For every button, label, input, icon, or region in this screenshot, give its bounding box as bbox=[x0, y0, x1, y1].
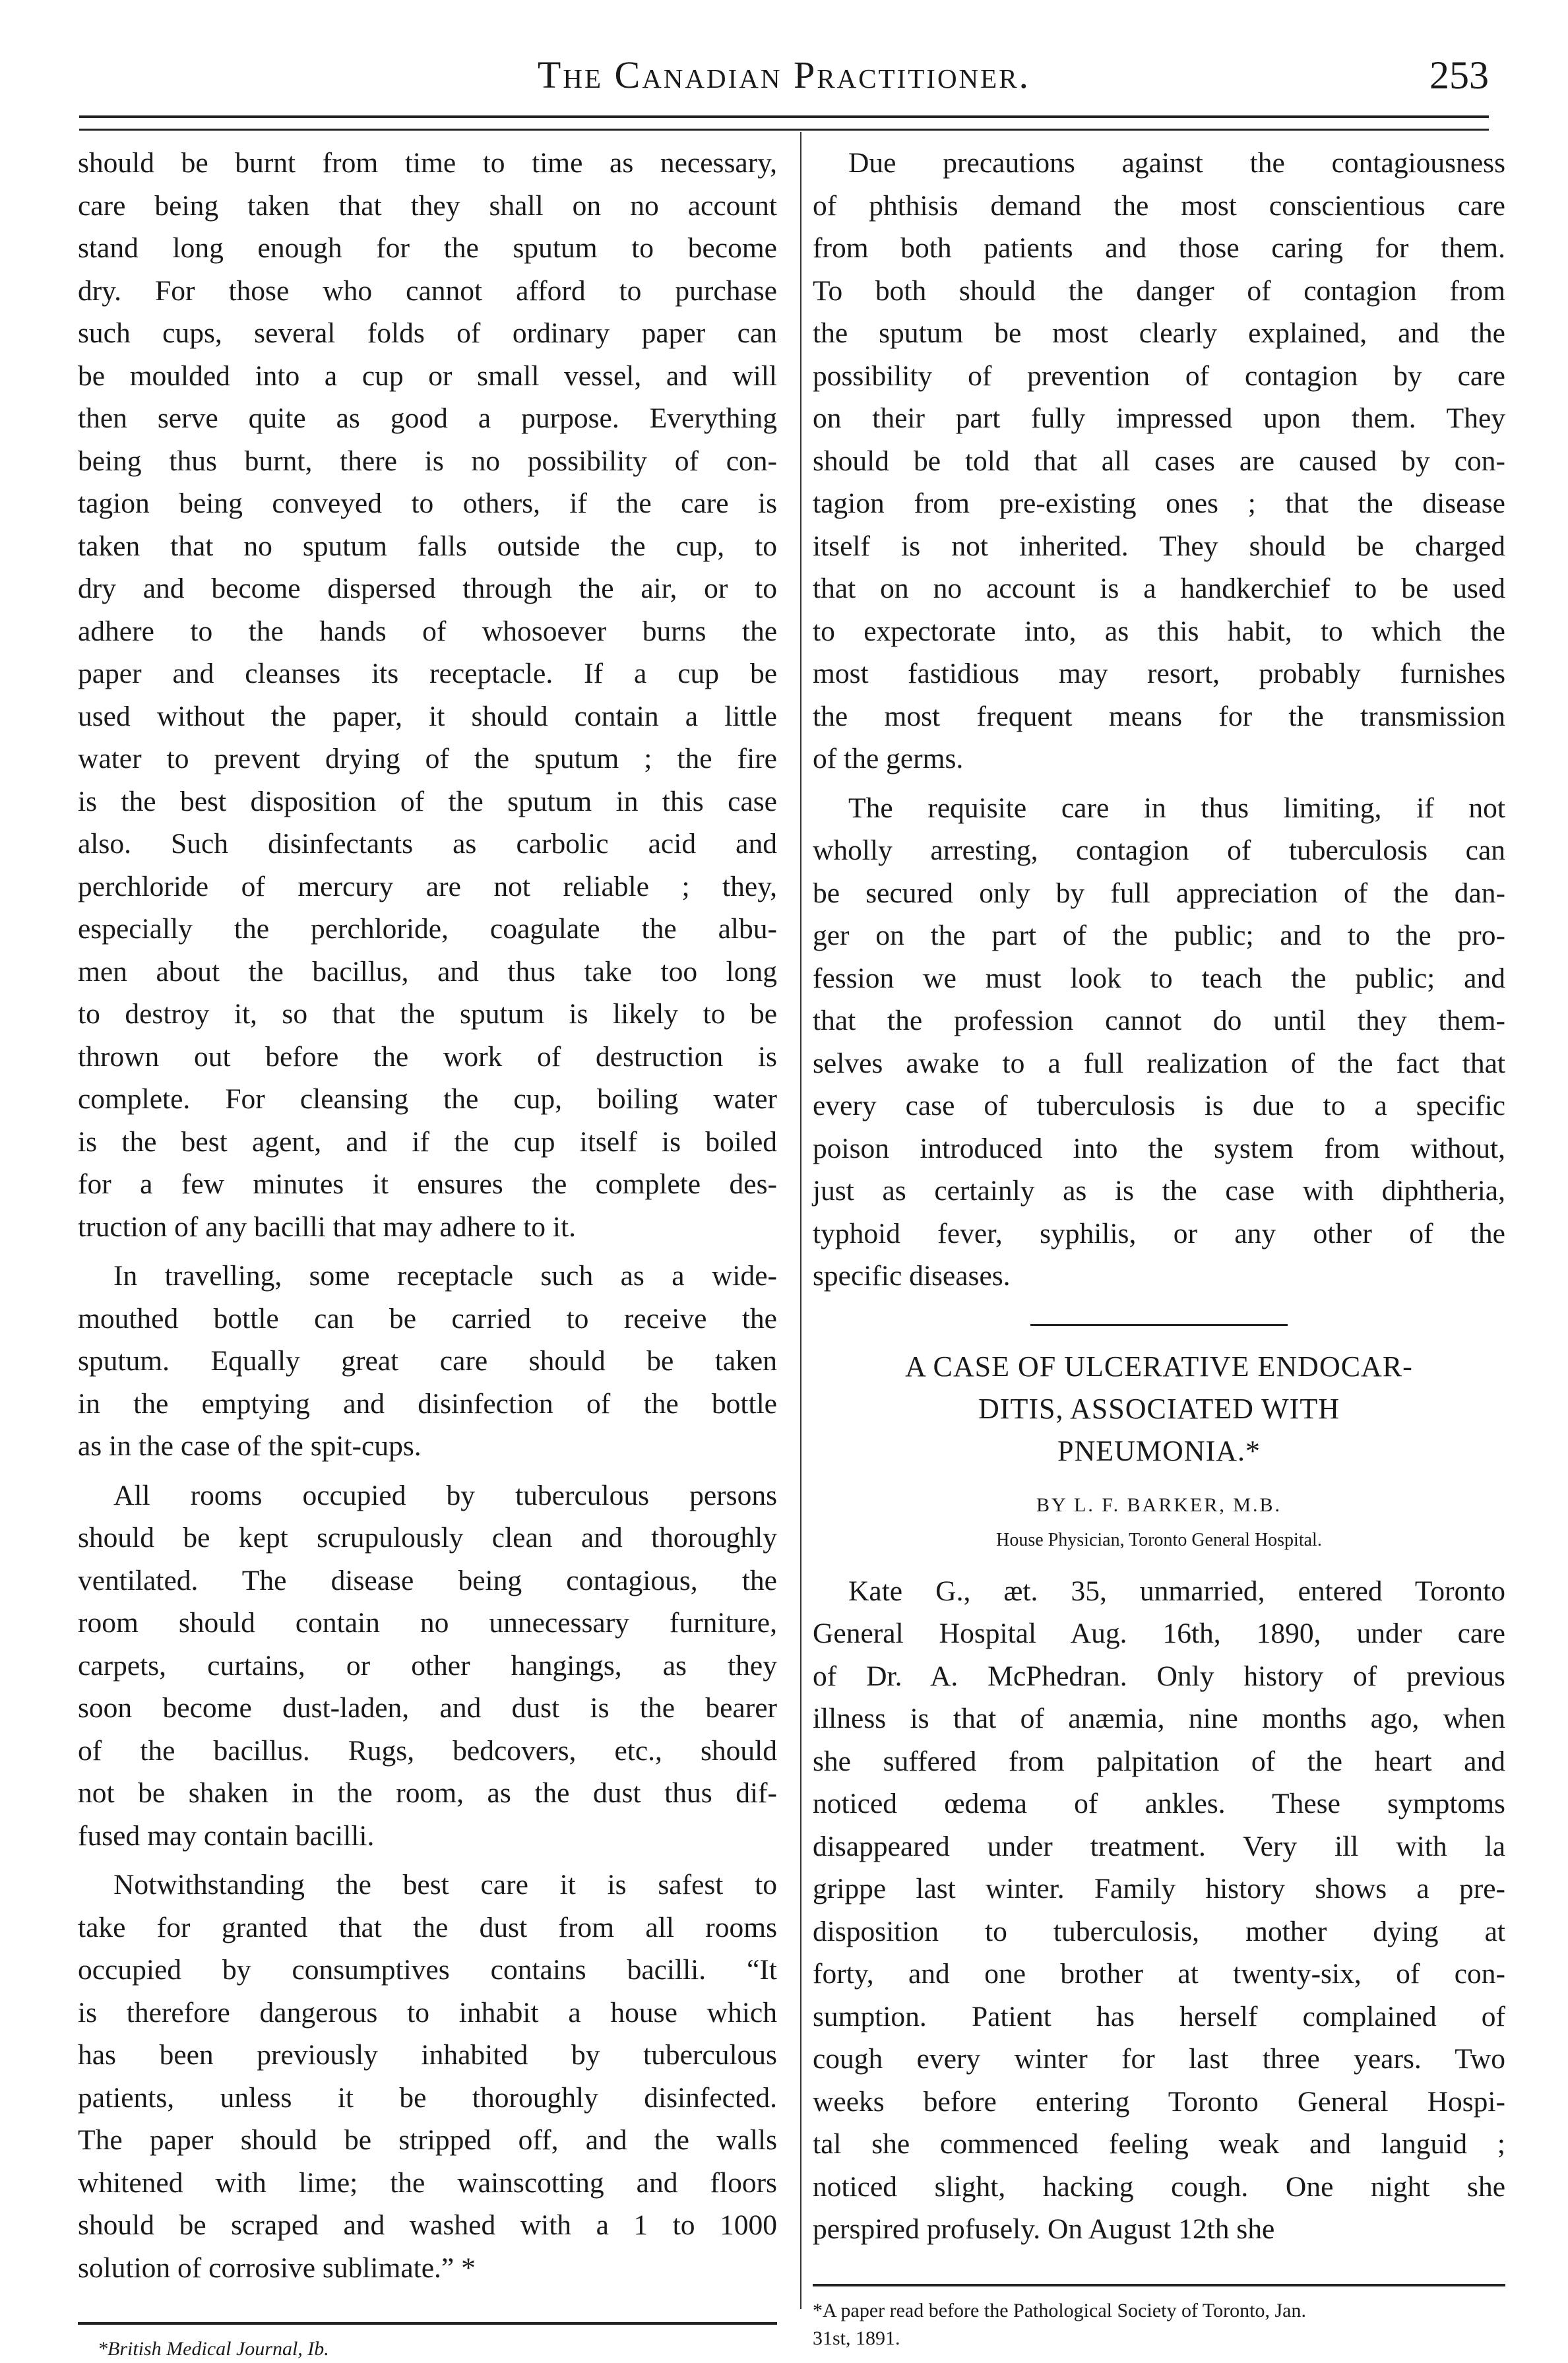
paragraph bbox=[813, 1570, 1505, 2251]
text-line: All rooms occupied by tuberculous persons bbox=[113, 1479, 777, 1511]
text-line: grippe last winter. Family history shows a pre- bbox=[813, 1873, 1505, 1905]
paragraph-gap bbox=[78, 1857, 777, 1864]
paragraph bbox=[813, 142, 1505, 780]
text-line: In travelling, some receptacle such as a wide- bbox=[113, 1260, 777, 1292]
text-line: Notwithstanding the best care it is safest to bbox=[113, 1869, 777, 1901]
text-line: water to prevent drying of the sputum ; the fire bbox=[78, 743, 777, 774]
text-line: To both should the danger of contagion from bbox=[813, 274, 1505, 307]
text-line: should be told that all cases are caused by con- bbox=[813, 445, 1505, 477]
text-line: Kate G., æt. 35, unmarried, entered Toronto bbox=[848, 1575, 1505, 1607]
text-line: the most frequent means for the transmission bbox=[813, 700, 1505, 732]
text-line: is therefore dangerous to inhabit a house which bbox=[78, 1996, 777, 2029]
text-line: on their part fully impressed upon them. They bbox=[813, 402, 1505, 434]
text-line: weeks before entering Toronto General Hospi- bbox=[813, 2085, 1505, 2118]
text-line: should be kept scrupulously clean and thoroughly bbox=[78, 1522, 777, 1554]
text-line: fused may contain bacilli. bbox=[78, 1819, 375, 1852]
text-line: be secured only by full appreciation of the dan- bbox=[813, 877, 1505, 909]
text-line: should be scraped and washed with a 1 to 1000 bbox=[78, 2209, 777, 2241]
right-column bbox=[813, 142, 1505, 2352]
text-line: possibility of prevention of contagion by care bbox=[813, 360, 1505, 392]
text-line: fession we must look to teach the public; and bbox=[813, 962, 1505, 994]
paragraph-gap bbox=[78, 1248, 777, 1255]
text-line: sputum. Equally great care should be taken bbox=[78, 1345, 777, 1377]
text-line: of the germs. bbox=[813, 743, 964, 774]
text-line: especially the perchloride, coagulate the albu- bbox=[78, 913, 777, 945]
text-line: to destroy it, so that the sputum is likely to be bbox=[78, 998, 777, 1030]
text-line: noticed slight, hacking cough. One night she bbox=[813, 2170, 1505, 2203]
text-line: she suffered from palpitation of the heart and bbox=[813, 1745, 1505, 1777]
text-line: dry. For those who cannot afford to purchase bbox=[78, 274, 777, 307]
text-line: complete. For cleansing the cup, boiling water bbox=[78, 1083, 777, 1115]
title-line: DITIS, ASSOCIATED WITH bbox=[978, 1392, 1340, 1425]
text-line: sumption. Patient has herself complained of bbox=[813, 2000, 1505, 2032]
author-byline: BY L. F. BARKER, M.B. bbox=[1036, 1494, 1282, 1516]
text-line: that the profession cannot do until they them- bbox=[813, 1005, 1505, 1036]
paragraph-gap bbox=[813, 2251, 1505, 2257]
footnote-rule bbox=[813, 2284, 1505, 2286]
text-line: perspired profusely. On August 12th she bbox=[813, 2213, 1275, 2245]
text-line: men about the bacillus, and thus take too long bbox=[78, 955, 777, 988]
text-line: in the emptying and disinfection of the bottle bbox=[78, 1387, 777, 1420]
running-header bbox=[79, 40, 1489, 125]
text-line: whitened with lime; the wainscotting and floors bbox=[78, 2166, 777, 2199]
text-line: of phthisis demand the most conscientious care bbox=[813, 189, 1505, 222]
footnote bbox=[813, 2297, 1505, 2352]
text-line: ger on the part of the public; and to the pro- bbox=[813, 920, 1505, 951]
paragraph-gap bbox=[813, 780, 1505, 787]
text-line: the sputum be most clearly explained, and the bbox=[813, 317, 1505, 349]
text-line: to expectorate into, as this habit, to which the bbox=[813, 615, 1505, 647]
paragraph-gap bbox=[78, 2289, 777, 2296]
author-affiliation: House Physician, Toronto General Hospital. bbox=[996, 1529, 1322, 1550]
text-line: tagion being conveyed to others, if the care is bbox=[78, 488, 777, 519]
paragraph bbox=[78, 142, 777, 1248]
text-line: cough every winter for last three years. Two bbox=[813, 2043, 1505, 2075]
column-divider bbox=[800, 132, 801, 2309]
text-line: mouthed bottle can be carried to receive the bbox=[78, 1302, 777, 1335]
article-title bbox=[813, 1346, 1505, 1472]
text-line: carpets, curtains, or other hangings, as they bbox=[78, 1649, 777, 1682]
text-line: be moulded into a cup or small vessel, and will bbox=[78, 360, 777, 392]
text-line: paper and cleanses its receptacle. If a cup be bbox=[78, 658, 777, 689]
text-line: just as certainly as is the case with diphtheria, bbox=[813, 1175, 1505, 1207]
paragraph-gap bbox=[813, 1298, 1505, 1304]
title-line: PNEUMONIA.* bbox=[1057, 1434, 1261, 1467]
header-double-rule bbox=[79, 115, 1489, 131]
text-line: that on no account is a handkerchief to be used bbox=[813, 573, 1505, 604]
text-line: most fastidious may resort, probably furnishes bbox=[813, 658, 1505, 689]
text-line: perchloride of mercury are not reliable ; they, bbox=[78, 870, 777, 902]
footnote-rule bbox=[78, 2322, 777, 2325]
text-line: The requisite care in thus limiting, if not bbox=[848, 792, 1505, 824]
text-line: selves awake to a full realization of the fact that bbox=[813, 1047, 1505, 1079]
text-line: thrown out before the work of destruction is bbox=[78, 1040, 777, 1073]
text-line: patients, unless it be thoroughly disinfected. bbox=[78, 2081, 777, 2114]
text-line: illness is that of anæmia, nine months ago, when bbox=[813, 1703, 1505, 1734]
footnote-line: 31st, 1891. bbox=[813, 2327, 900, 2349]
text-line: tal she commenced feeling weak and languid ; bbox=[813, 2128, 1505, 2160]
text-line: for a few minutes it ensures the complete des- bbox=[78, 1168, 777, 1200]
text-line: from both patients and those caring for them. bbox=[813, 232, 1505, 264]
text-line: has been previously inhabited by tuberculous bbox=[78, 2039, 777, 2071]
paragraph-gap bbox=[78, 1468, 777, 1474]
paragraph bbox=[813, 787, 1505, 1298]
text-line: of the bacillus. Rugs, bedcovers, etc., should bbox=[78, 1734, 777, 1767]
text-line: soon become dust-laden, and dust is the bearer bbox=[78, 1692, 777, 1724]
journal-title: The Canadian Practitioner. bbox=[537, 53, 1031, 96]
title-line: A CASE OF ULCERATIVE ENDOCAR- bbox=[905, 1350, 1413, 1383]
text-line: stand long enough for the sputum to become bbox=[78, 232, 777, 264]
text-line: disappeared under treatment. Very ill with la bbox=[813, 1830, 1505, 1862]
text-line: poison introduced into the system from without, bbox=[813, 1132, 1505, 1164]
footnote-line: *A paper read before the Pathological Society of Toronto, Jan. bbox=[813, 2299, 1306, 2321]
text-line: of Dr. A. McPhedran. Only history of previous bbox=[813, 1660, 1505, 1692]
text-line: noticed œdema of ankles. These symptoms bbox=[813, 1788, 1505, 1819]
text-line: itself is not inherited. They should be charged bbox=[813, 530, 1505, 562]
text-line: occupied by consumptives contains bacilli. “It bbox=[78, 1954, 777, 1986]
section-rule bbox=[1030, 1324, 1288, 1326]
text-line: such cups, several folds of ordinary paper can bbox=[78, 317, 777, 349]
text-line: disposition to tuberculosis, mother dying at bbox=[813, 1915, 1505, 1947]
text-line: then serve quite as good a purpose. Everything bbox=[78, 402, 777, 434]
text-line: tagion from pre-existing ones ; that the disease bbox=[813, 488, 1505, 519]
paragraph bbox=[78, 1864, 777, 2289]
text-line: care being taken that they shall on no account bbox=[78, 189, 777, 222]
text-line: taken that no sputum falls outside the cup, to bbox=[78, 530, 777, 562]
page-number: 253 bbox=[1429, 53, 1489, 97]
text-line: wholly arresting, contagion of tuberculosis can bbox=[813, 835, 1505, 866]
paragraph bbox=[78, 1255, 777, 1468]
text-line: is the best disposition of the sputum in this case bbox=[78, 785, 777, 817]
text-line: adhere to the hands of whosoever burns the bbox=[78, 615, 777, 647]
text-line: as in the case of the spit-cups. bbox=[78, 1430, 422, 1462]
paragraph bbox=[78, 1474, 777, 1858]
text-line: specific diseases. bbox=[813, 1260, 1011, 1292]
text-line: ventilated. The disease being contagious, the bbox=[78, 1564, 777, 1596]
text-line: Due precautions against the contagiousness bbox=[848, 147, 1505, 179]
text-line: dry and become dispersed through the air, or to bbox=[78, 573, 777, 604]
text-line: take for granted that the dust from all rooms bbox=[78, 1911, 777, 1943]
text-line: The paper should be stripped off, and the walls bbox=[78, 2124, 777, 2156]
text-line: should be burnt from time to time as necessary, bbox=[78, 147, 777, 179]
text-line: typhoid fever, syphilis, or any other of the bbox=[813, 1217, 1505, 1249]
text-line: every case of tuberculosis is due to a specific bbox=[813, 1090, 1505, 1121]
text-line: is the best agent, and if the cup itself is boiled bbox=[78, 1125, 777, 1158]
text-line: not be shaken in the room, as the dust thus dif- bbox=[78, 1777, 777, 1809]
text-line: also. Such disinfectants as carbolic acid and bbox=[78, 828, 777, 860]
text-line: being thus burnt, there is no possibility of con- bbox=[78, 445, 777, 477]
text-line: solution of corrosive sublimate.” * bbox=[78, 2252, 476, 2284]
text-line: room should contain no unnecessary furniture, bbox=[78, 1607, 777, 1639]
text-line: forty, and one brother at twenty-six, of con- bbox=[813, 1958, 1505, 1990]
footnote: *British Medical Journal, Ib. bbox=[98, 2338, 329, 2360]
text-line: truction of any bacilli that may adhere to it. bbox=[78, 1211, 576, 1243]
left-column bbox=[78, 142, 777, 2363]
text-line: General Hospital Aug. 16th, 1890, under care bbox=[813, 1618, 1505, 1649]
text-line: used without the paper, it should contain a little bbox=[78, 700, 777, 732]
